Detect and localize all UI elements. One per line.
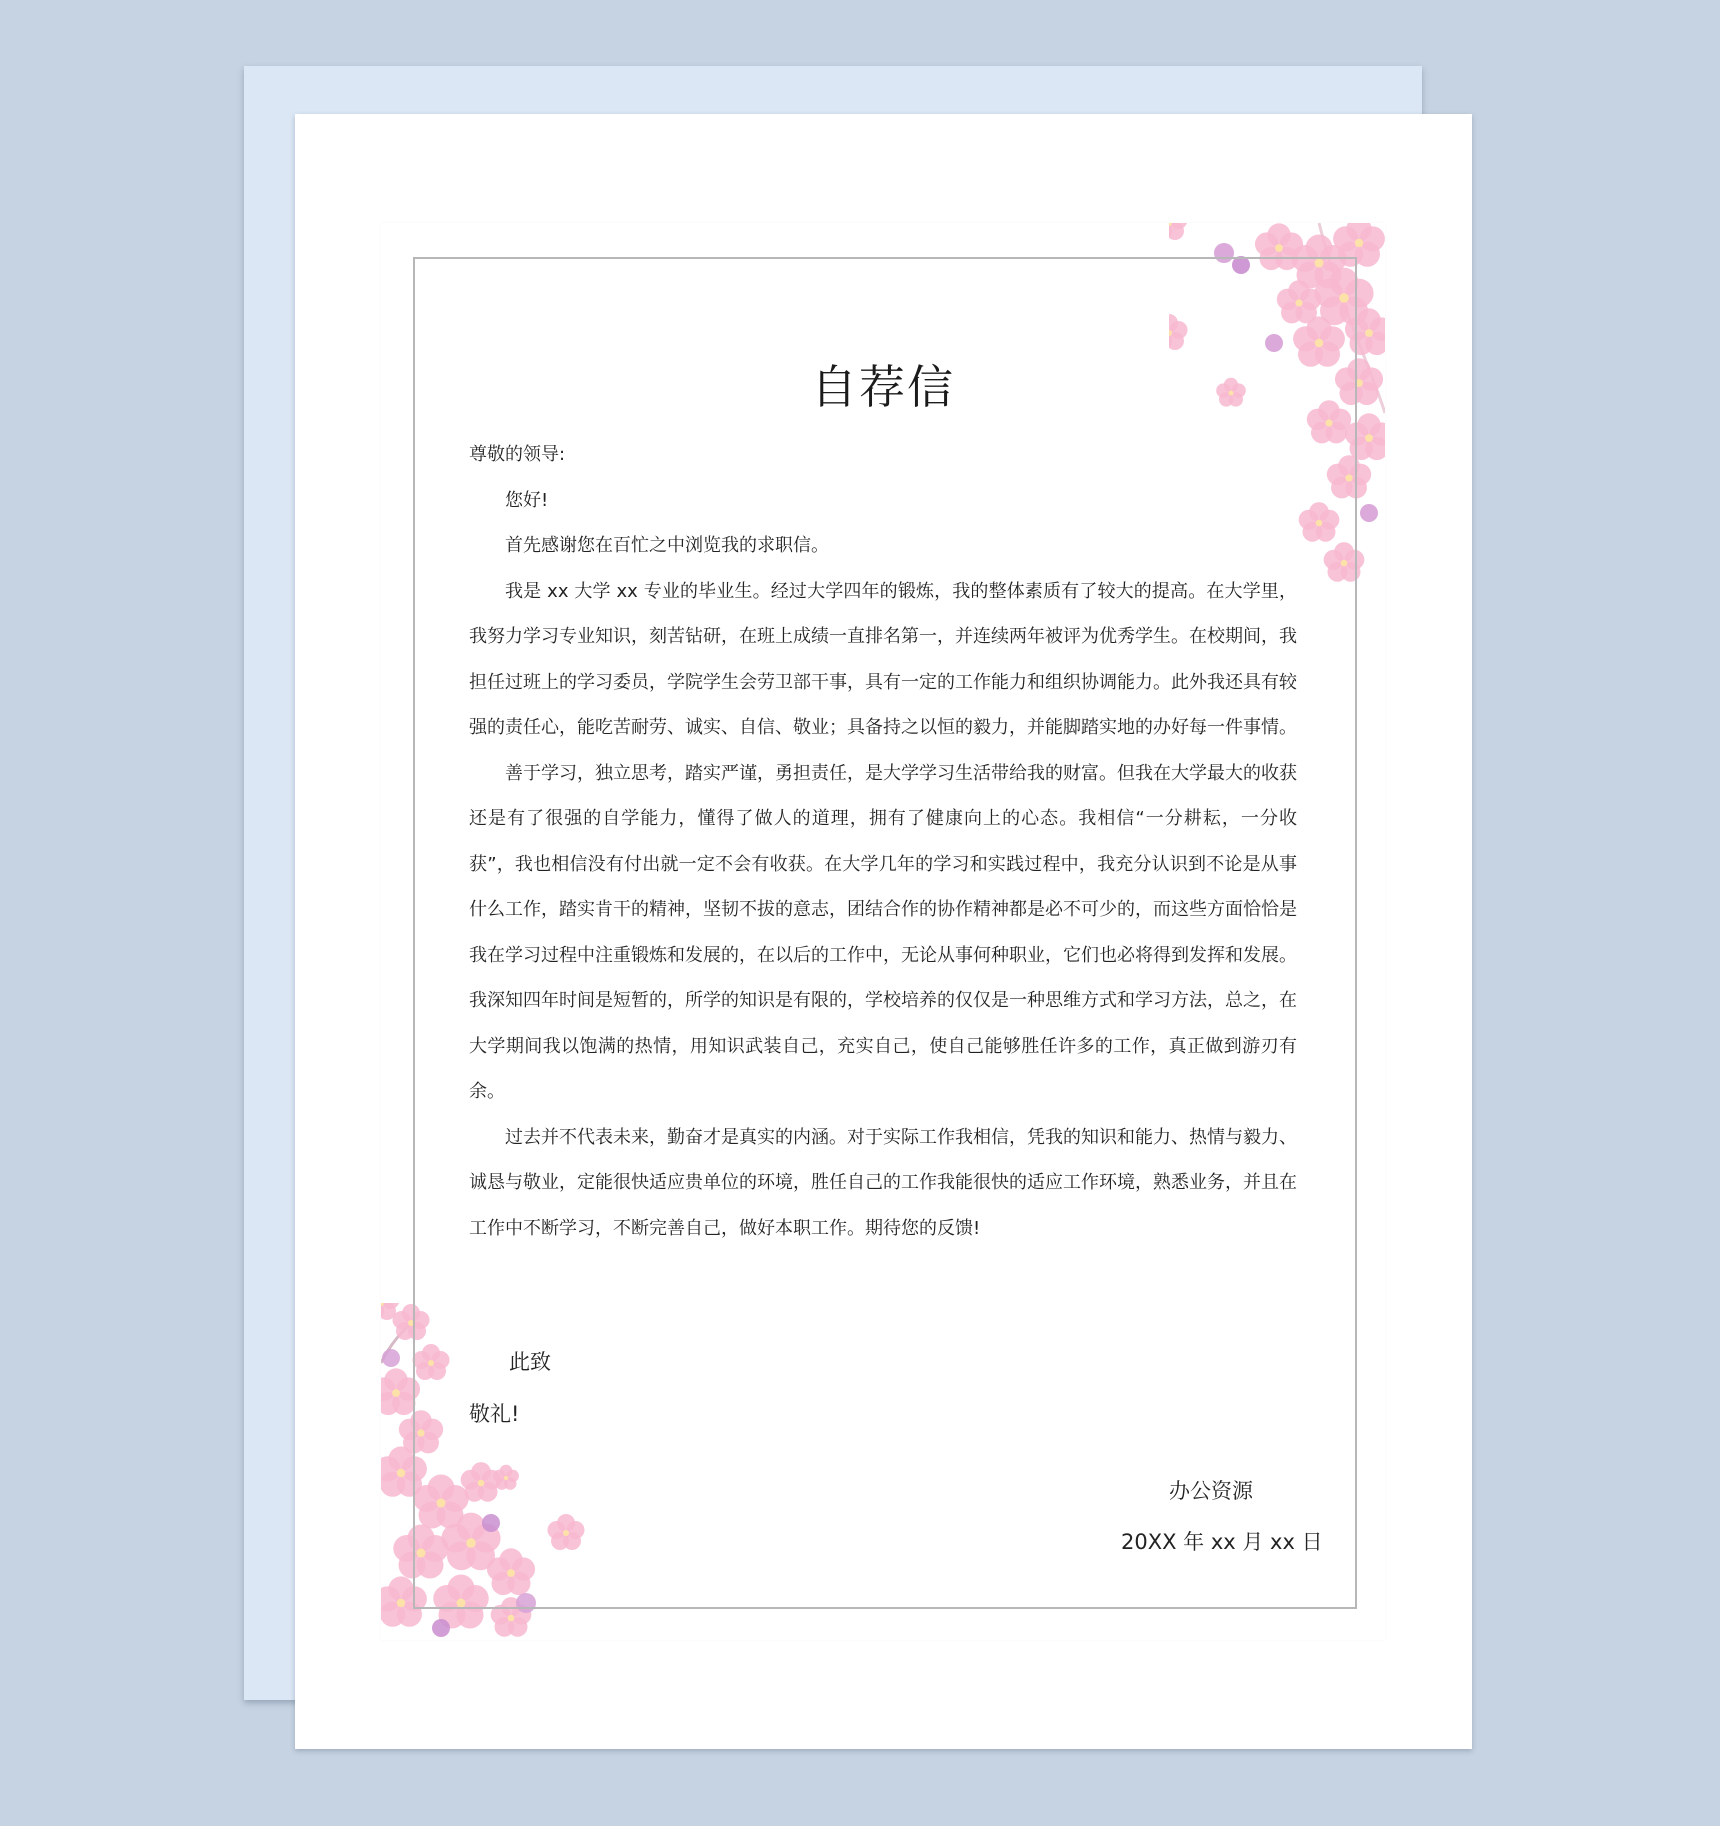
greeting: 您好!	[505, 489, 549, 511]
letter-body	[469, 432, 1297, 1251]
page-title: 自荐信	[811, 360, 955, 414]
salutation: 尊敬的领导:	[469, 444, 566, 465]
letter-page	[381, 223, 1385, 1640]
paragraph: 我是 xx 大学 xx 专业的毕业生。经过大学四年的锻炼，我的整体素质有了较大的提高。在大学里，我努力学习专业知识，刻苦钻研，在班上成绩一直排名第一，并连续两年被评为优秀学生。在校期间，我担任过班上的学习委员，学院学生会劳卫部干事，具有一定的工作能力和组织协调能力。此外我还具有较强的责任心，能吃苦耐劳、诚实、自信、敬业；具备持之以恒的毅力，并能脚踏实地的办好每一件事情。	[469, 580, 1297, 738]
paragraph: 过去并不代表未来，勤奋才是真实的内涵。对于实际工作我相信，凭我的知识和能力、热情与毅力、诚恳与敬业，定能很快适应贵单位的环境，胜任自己的工作我能很快的适应工作环境，熟悉业务，并且在工作中不断学习，不断完善自己，做好本职工作。期待您的反馈!	[469, 1126, 1297, 1239]
closing-salute: 敬礼!	[469, 1402, 520, 1426]
signature: 办公资源	[1169, 1479, 1253, 1503]
paragraph: 善于学习，独立思考，踏实严谨，勇担责任，是大学学习生活带给我的财富。但我在大学最大的收获还是有了很强的自学能力，懂得了做人的道理，拥有了健康向上的心态。我相信“一分耕耘，一分收获”，我也相信没有付出就一定不会有收获。在大学几年的学习和实践过程中，我充分认识到不论是从事什么工作，踏实肯干的精神，坚韧不拔的意志，团结合作的协作精神都是必不可少的，而这些方面恰恰是我在学习过程中注重锻炼和发展的，在以后的工作中，无论从事何种职业，它们也必将得到发挥和发展。我深知四年时间是短暂的，所学的知识是有限的，学校培养的仅仅是一种思维方式和学习方法，总之，在大学期间我以饱满的热情，用知识武装自己，充实自己，使自己能够胜任许多的工作，真正做到游刃有余。	[469, 762, 1297, 1102]
closing-line: 此致	[509, 1350, 551, 1374]
signature-date: 20XX 年 xx 月 xx 日	[1121, 1530, 1323, 1554]
paragraph: 首先感谢您在百忙之中浏览我的求职信。	[505, 535, 829, 556]
front-sheet	[295, 114, 1472, 1749]
